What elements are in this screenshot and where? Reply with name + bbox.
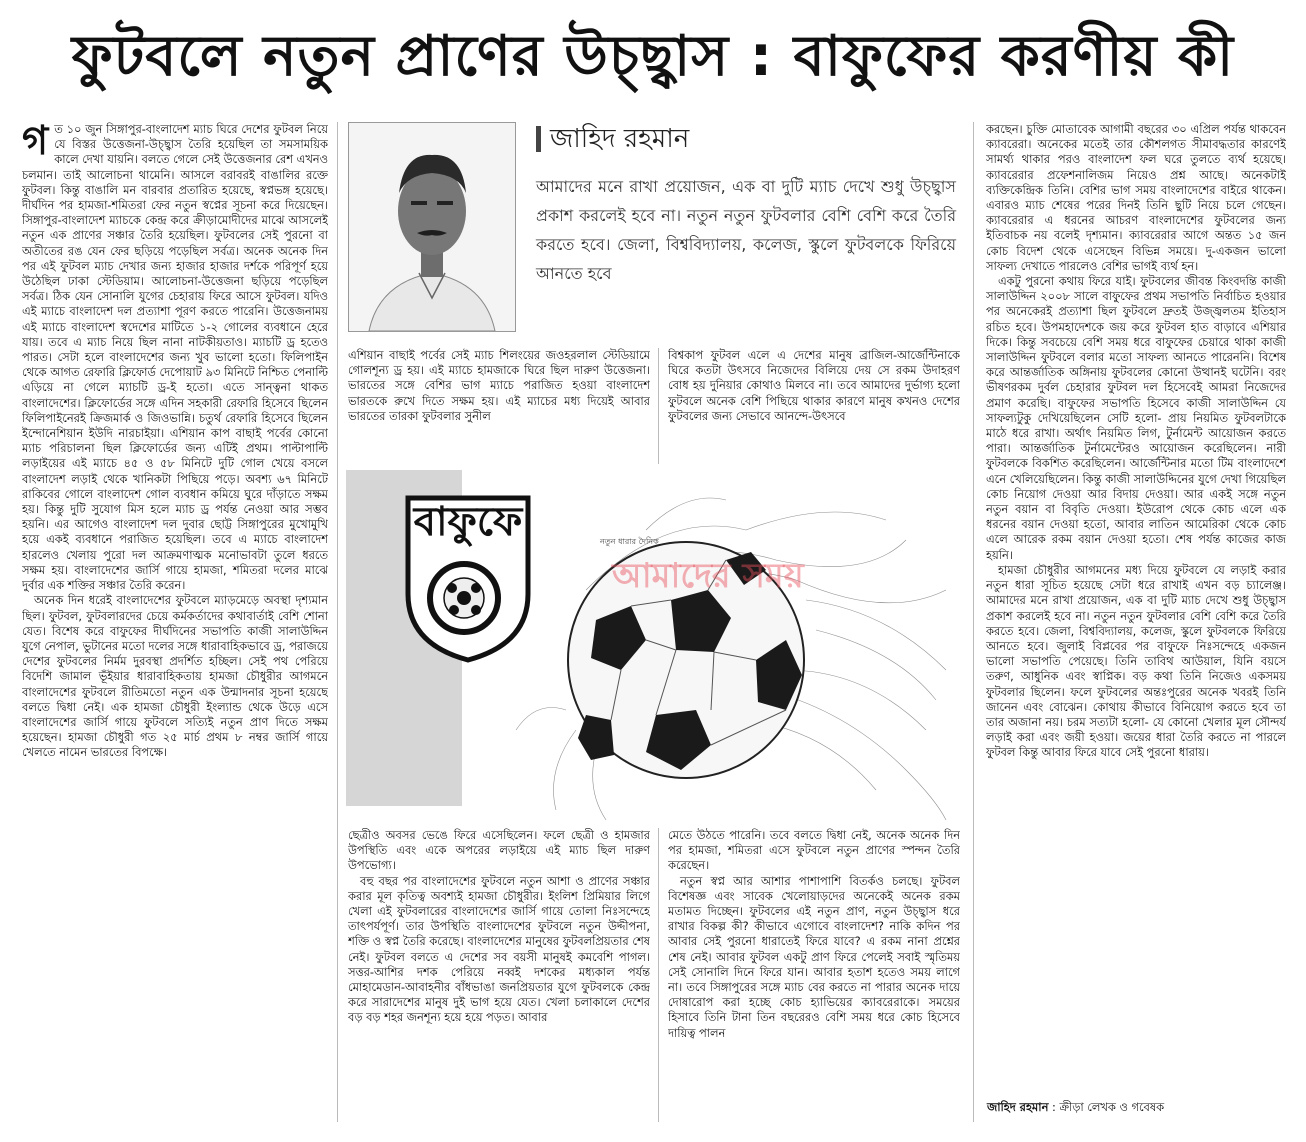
column-3-bottom [668, 828, 960, 1122]
column-2-top [348, 348, 650, 468]
author-name: জাহিদ রহমান [550, 124, 690, 154]
drop-cap: গ [22, 122, 49, 164]
paragraph: এশিয়ান বাছাই পর্বের সেই ম্যাচ শিলংয়ের জওহরলাল স্টেডিয়ামে গোলশূন্য ড্র হয়। এই ম্যাচে হামজাকে ঘিরে ছিল দারুণ উত্তেজনা। ভারতের সঙ্গে বেশির ভাগ ম্যাচে পরাজিত হওয়া বাংলাদেশ ভারতকে রুখে দিতে সক্ষম হয়। এই ম্যাচের মধ্য দিয়েই আবার ভারতের তারকা ফুটবলার সুনীল [348, 348, 650, 423]
signature-role: : ক্রীড়া লেখক ও গবেষক [1052, 1100, 1165, 1114]
signature-name: জাহিদ রহমান [987, 1100, 1049, 1114]
paragraph: বহু বছর পর বাংলাদেশের ফুটবলে নতুন আশা ও প্রাণের সঞ্চার করার মূল কৃতিত্ব অবশ্যই হামজা চৌধুরীর। ইংলিশ প্রিমিয়ার লিগে খেলা এই ফুটবলারের বাংলাদেশের জার্সি গায়ে তোলা নিঃসন্দেহে তাৎপর্যপূর্ণ। তার উপস্থিতি বাংলাদেশের ফুটবলে নতুন উদ্দীপনা, শক্তি ও স্বপ্ন তৈরি করেছে। বাংলাদেশের মানুষের ফুটবলপ্রিয়তার শেষ নেই। ফুটবল বলতে এ দেশের সব বয়সী মানুষই কমবেশি পাগল। সত্তর-আশির দশক পেরিয়ে নব্বই দশকের মধ্যকাল পর্যন্ত মোহামেডান-আবাহনীর বাঁধভাঙা জনপ্রিয়তার যুগে ফুটবলকে কেন্দ্র করে সারাদেশের মানুষ দুই ভাগ হয়ে যেত। খেলা চলাকালে দেশের বড় বড় শহর জনশূন্য হয়ে হয়ে পড়ত। আবার [348, 873, 650, 1025]
column-3-top [668, 348, 960, 468]
paragraph-text: ত ১০ জুন সিঙ্গাপুর-বাংলাদেশ ম্যাচ ঘিরে দেশের ফুটবল নিয়ে যে বিস্তর উত্তেজনা-উচ্ছ্বাস তৈরি হয়েছিল তা সমসাময়িক কালে দেখা যায়নি। বলতে গেলে সেই উত্তেজনার রেশ এখনও চলমান। তাই আলোচনা থামেনি। আসলে বরাবরই বাঙালির রক্তে ফুটবল। কিন্তু বাঙালি মন বারবার প্রতারিত হয়েছে, স্বপ্নভঙ্গ হয়েছে। দীর্ঘদিন পর হামজা-শমিতরা ফের নতুন স্বপ্নের সূচনা করে দিয়েছেন। সিঙ্গাপুর-বাংলাদেশ ম্যাচকে কেন্দ্র করে ক্রীড়ামোদীদের মাঝে আসলেই নতুন এক প্রাণের সঞ্চার তৈরি হয়েছিল। ফুটবলের সেই পুরনো বা অতীতের রঙ যেন ফের ছড়িয়ে পড়েছিল সর্বত্র। অনেক অনেক দিন পর এই ফুটবল ম্যাচ দেখার জন্য হাজার হাজার দর্শকে পরিপূর্ণ হয়ে উঠেছিল ঢাকা স্টেডিয়াম। আলোচনা-উত্তেজনা ছড়িয়ে পড়েছিল সর্বত্র। ঠিক যেন সোনালি যুগের চেহারায় ফিরে আসে ফুটবল। যদিও এই ম্যাচে বাংলাদেশ দল প্রত্যাশা পূরণ করতে পারেনি। উত্তেজনাময় এই ম্যাচে বাংলাদেশ স্বদেশের মাটিতে ১-২ গোলের ব্যবধানে হেরে যায়। তবে এ ম্যাচ নিয়ে ছিল নানা নাটকীয়তাও। ম্যাচটি ড্র হতেও পারত। সেটা হলে বাংলাদেশের জন্য খুব ভালো হতো। ফিলিপাইন থেকে আগত রেফারি ক্লিফোর্ড দেপোয়াট ৯৩ মিনিটে নিশ্চিত পেনাল্টি এড়িয়ে না গেলে ম্যাচটি ড্র-ই হতো। এতে সান্ত্বনা থাকত বাংলাদেশের। ক্লিফোর্ডের সঙ্গে এদিন সহকারী রেফারি হিসেবে ছিলেন ফিলিপাইনেরই ক্রিজমার্ক ও জিওভান্নি। চতুর্থ রেফারি হিসেবে ছিলেন ইন্দোনেশিয়ান ইউদি নারচাইয়া। এশিয়ান কাপ বাছাই পর্বের কোনো ম্যাচ পরিচালনা ছিল ক্লিফোর্ডের জন্য এটিই প্রথম। পাল্টাপাল্টি লড়াইয়ের এই ম্যাচে ৪৫ ও ৫৮ মিনিটে দুটি গোল খেয়ে বসলে বাংলাদেশ লড়াই থেকে খানিকটা পিছিয়ে পড়ে। অবশ্য ৬৭ মিনিটে রাকিবের গোলে বাংলাদেশ গোল ব্যবধান কমিয়ে ঘুরে দাঁড়াতে সক্ষম হয়। কিন্তু দুটি সুযোগ মিস হলে ম্যাচ ড্র পর্যন্ত নেওয়া আর সম্ভব হয়নি। এর আগেও বাংলাদেশ দল দুবার ছোট্ট সিঙ্গাপুরের মুখোমুখি হয়ে একই ব্যবধানে পরাজিত হয়েছিল। তবে এ ম্যাচে বাংলাদেশ হারলেও খেলায় পুরো দল আক্রমণাত্মক মনোভাবটা তুলে ধরতে সক্ষম হয়। বাংলাদেশের জার্সি গায়ে হামজা, শমিতরা দলের মাঝে দুর্বার এক শক্তির সঞ্চার তৈরি করেন। [22, 122, 328, 593]
paragraph: নতুন স্বপ্ন আর আশার পাশাপাশি বিতর্কও চলছে। ফুটবল বিশেষজ্ঞ এবং সাবেক খেলোয়াড়দের অনেকেই অনেক রকম মতামত দিচ্ছেন। ফুটবলের এই নতুন প্রাণ, নতুন উচ্ছ্বাস ধরে রাখার বিকল্প কী? কীভাবে এগোবে বাংলাদেশ? নাকি কদিন পর আবার সেই পুরনো ধারাতেই ফিরে যাবে? এ রকম নানা প্রশ্নের শেষ নেই। আবার ফুটবল একটু প্রাণ ফিরে পেলেই সবাই স্মৃতিময় সেই সোনালি দিনে ফিরে যান। আবার হতাশ হতেও সময় লাগে না। তবে সিঙ্গাপুরের সঙ্গে ম্যাচ বের করতে না পারার অনেক দায়ে দোষারোপ করা হচ্ছে কোচ হ্যাভিয়ের ক্যাবরেরাকে। সময়ের হিসাবে তিনি টানা তিন বছরেরও বেশি সময় ধরে কোচ হিসেবে দায়িত্ব পালন [668, 873, 960, 1040]
column-divider [973, 122, 974, 1122]
byline-bar [536, 126, 541, 152]
column-divider [337, 122, 338, 1122]
bff-logo [398, 494, 538, 664]
column-2-bottom [348, 828, 650, 1122]
watermark: আমাদের সময় [612, 556, 804, 596]
paragraph: বিশ্বকাপ ফুটবল এলে এ দেশের মানুষ ব্রাজিল-আর্জেন্টিনাকে ঘিরে কতটা উৎসবে নিজেদের বিলিয়ে দেয় সে রকম উদাহরণ বোধ হয় দুনিয়ার কোথাও মিলবে না। তবে আমাদের দুর্ভাগ্য হলো ফুটবলে অনেক বেশি পিছিয়ে থাকার কারণে মানুষ কখনও দেশের ফুটবলের জন্য সেভাবে আনন্দে-উৎসবে [668, 348, 960, 423]
paragraph: অনেক দিন ধরেই বাংলাদেশের ফুটবলে ম্যাড়মেড়ে অবস্থা দৃশ্যমান ছিল। ফুটবল, ফুটবলারদের চেয়ে কর্মকর্তাদের কথাবার্তাই বেশি শোনা যেত। বিশেষ করে বাফুফের দীর্ঘদিনের সভাপতি কাজী সালাউদ্দিন যুগে নেপাল, ভুটানের মতো দলের সঙ্গে ধারাবাহিকভাবে ড্র, পরাজয়ে দেশের ফুটবলের নির্মম দুরবস্থা প্রদর্শিত হচ্ছিল। সেই পথ পেরিয়ে বিদেশি জামাল ভূঁইয়ার ধারাবাহিকতায় হামজা চৌধুরীর আগমনে বাংলাদেশের ফুটবলে রীতিমতো নতুন এক উন্মাদনার সূচনা হয়েছে বলতে দ্বিধা নেই। এক হামজা চৌধুরী ইংল্যান্ড থেকে উড়ে এসে বাংলাদেশের জার্সি গায়ে ফুটবলে সত্যিই নতুন প্রাণ দিতে সক্ষম হয়েছেন। হামজা চৌধুরী গত ২৫ মার্চ প্রথম ৮ নম্বর জার্সি গায়ে খেলতে নামেন ভারতের বিপক্ষে। [22, 593, 328, 760]
watermark-tagline: নতুন ধারার দৈনিক [600, 537, 659, 546]
headline: ফুটবলে নতুন প্রাণের উচ্ছ্বাস : বাফুফের করণীয় কী [71, 24, 1235, 89]
column-divider [658, 828, 659, 1122]
column-1 [22, 122, 328, 1122]
portrait-image [349, 123, 515, 331]
pull-quote: আমাদের মনে রাখা প্রয়োজন, এক বা দুটি ম্যাচ দেখে শুধু উচ্ছ্বাস প্রকাশ করলেই হবে না। নতুন নতুন ফুটবলার বেশি বেশি করে তৈরি করতে হবে। জেলা, বিশ্ববিদ্যালয়, কলেজ, স্কুলে ফুটবলকে ফিরিয়ে আনতে হবে [536, 177, 956, 283]
column-4 [986, 122, 1286, 1092]
paragraph: ছেত্রীও অবসর ভেঙে ফিরে এসেছিলেন। ফলে ছেত্রী ও হামজার উপস্থিতি এবং একে অপরের লড়াইয়ে এই ম্যাচ ছিল দারুণ উপভোগ্য। [348, 828, 650, 873]
paragraph: একটু পুরনো কথায় ফিরে যাই। ফুটবলের জীবন্ত কিংবদন্তি কাজী সালাউদ্দিন ২০০৮ সালে বাফুফের প্রথম সভাপতি নির্বাচিত হওয়ার পর অনেকেরই প্রত্যাশা ছিল ফুটবলে দ্রুতই উজ্জ্বলতম ইতিহাস রচিত হবে। উপমহাদেশকে জয় করে ফুটবল হাত বাড়াবে এশিয়ার দিকে। কিন্তু সবচেয়ে বেশি সময় ধরে বাফুফের চেয়ারে থাকা কাজী সালাউদ্দিন ফুটবলে বলার মতো সাফল্য আনতে পারেননি। বিশেষ করে আন্তর্জাতিক অঙ্গিনায় ফুটবলের কোনো উত্থানই ঘটেনি। বরং ভীষণরকম দুর্বল চেহারার ফুটবল দল হিসেবেই আমরা নিজেদের প্রমাণ করেছি। বাফুফের সভাপতি হিসেবে কাজী সালাউদ্দিন যে সাফল্যটুকু দেখিয়েছিলেন সেটি হলো- প্রায় নিয়মিত ফুটবলটাকে মাঠে ধরে রাখা। অর্থাৎ নিয়মিত লিগ, টুর্নামেন্ট আয়োজন করতে পারা। আন্তর্জাতিক টুর্নামেন্টেরও আয়োজন করেছিলেন। নারী ফুটবলকে বিকশিত করেছিলেন। আর্জেন্টিনার মতো টিম বাংলাদেশে এনে খেলিয়েছিলেন। কিন্তু কাজী সালাউদ্দিনের যুগে দেখা গিয়েছিল কোচ নিয়োগ দেওয়া আর বিদায় দেওয়া। আর একই সঙ্গে নতুন নতুন বয়ান বা বিবৃতি দেওয়া। ইউরোপ থেকে কোচ এলে এক ধরনের বয়ান দেওয়া হতো, আবার লাতিন আমেরিকা থেকে কোচ এলে আরেক রকম বয়ান দেওয়া হতো। শেষ পর্যন্ত কাজের কাজ হয়নি। [986, 274, 1286, 562]
paragraph [22, 122, 328, 593]
paragraph: হামজা চৌধুরীর আগমনের মধ্য দিয়ে ফুটবলে যে লড়াই করার নতুন ধারা সূচিত হয়েছে সেটা ধরে রাখাই এখন বড় চ্যালেঞ্জ। আমাদের মনে রাখা প্রয়োজন, এক বা দুটি ম্যাচ দেখে শুধু উচ্ছ্বাস প্রকাশ করলেই হবে না। নতুন নতুন ফুটবলার বেশি বেশি করে তৈরি করতে হবে। জেলা, বিশ্ববিদ্যালয়, কলেজ, স্কুলে ফুটবলকে ফিরিয়ে আনতে হবে। জুলাই বিপ্লবের পর বাফুফে নিঃসন্দেহে একজন ভালো সভাপতি পেয়েছে। তিনি তাবিথ আউয়াল, যিনি বয়সে তরুণ, আধুনিক এবং স্বাপ্নিক। বড় কথা তিনি নিজেও একসময় ফুটবলার ছিলেন। ফলে ফুটবলের অন্তঃপুরের অনেক খবরই তিনি জানেন এবং বোঝেন। কোথায় কীভাবে বিনিয়োগ করতে হবে তা তার অজানা নয়। চরম সত্যটা হলো- যে কোনো খেলার মূল সৌন্দর্য লড়াই করা এবং জয়ী হওয়া। জয়ের ধারা তৈরি করতে না পারলে ফুটবল কিন্তু আবার ফিরে যাবে সেই পুরনো ধারায়। [986, 562, 1286, 760]
author-signature [987, 1100, 1164, 1115]
paragraph: মেতে উঠতে পারেনি। তবে বলতে দ্বিধা নেই, অনেক অনেক দিন পর হামজা, শমিতরা এসে ফুটবলে নতুন প্রাণের স্পন্দন তৈরি করেছেন। [668, 828, 960, 873]
paragraph: করছেন। চুক্তি মোতাবেক আগামী বছরের ৩০ এপ্রিল পর্যন্ত থাকবেন ক্যাবরেরা। অনেকের মতেই তার কৌশলগত সীমাবদ্ধতার কারণেই সামর্থ্য থাকার পরও বাংলাদেশ ফল ঘরে তুলতে ব্যর্থ হয়েছে। ক্যাবরেরার প্রফেশনালিজম নিয়েও প্রশ্ন আছে। অনেকটাই ব্যক্তিকেন্দ্রিক তিনি। বেশির ভাগ সময় বাংলাদেশের বাইরে থাকেন। এবারও ম্যাচ শেষের পরের দিনই তিনি ছুটি নিয়ে চলে গেছেন। ক্যাবরেরার এ ধরনের আচরণ বাংলাদেশের ফুটবলের জন্য ইতিবাচক নয় বলেই দৃশ্যমান। ক্যাবরেরার আগে অন্তত ১৫ জন কোচ বিদেশ থেকে এসেছেন বিভিন্ন সময়ে। দু-একজন ভালো সাফল্য দেখাতে পারলেও বেশির ভাগই ব্যর্থ হন। [986, 122, 1286, 273]
bff-logo-text: বাফুফে [413, 499, 523, 545]
column-divider [658, 348, 659, 464]
author-photo [348, 122, 516, 332]
